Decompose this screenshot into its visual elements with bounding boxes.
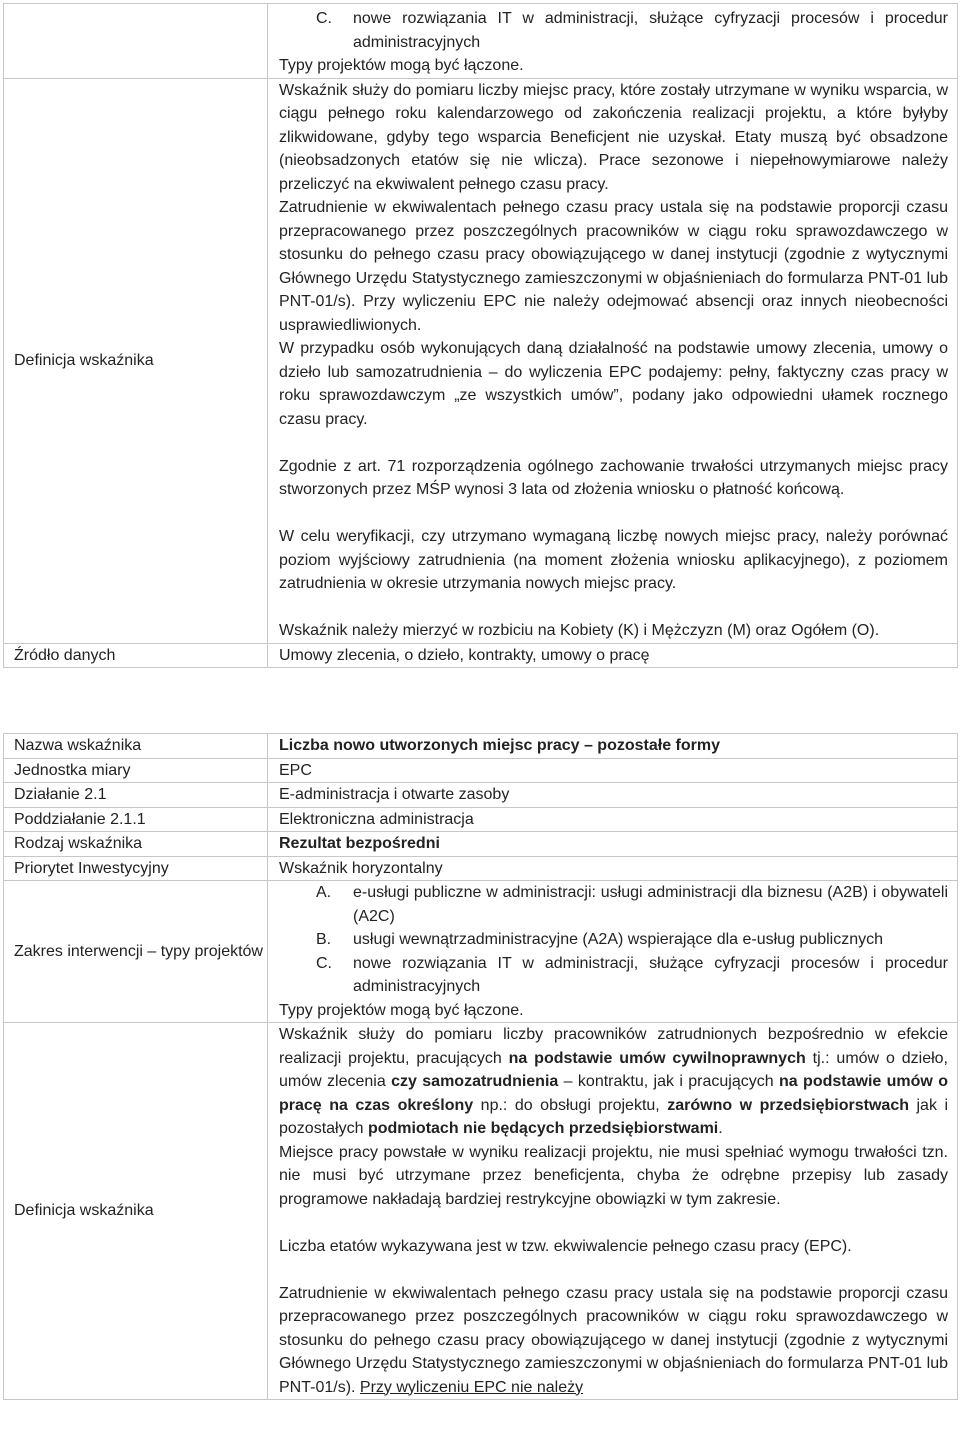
text-run-bold: zarówno w przedsiębiorstwach (667, 1096, 909, 1114)
text-run: . (718, 1120, 723, 1137)
types-combined-note: Typy projektów mogą być łączone. (279, 1001, 524, 1019)
text-run: np.: do obsługi projektu, (473, 1096, 668, 1114)
definition-paragraph: Wskaźnik należy mierzyć w rozbiciu na Kobiety (K) i Mężczyzn (M) oraz Ogółem (O). (279, 622, 880, 639)
definition-value-cell (268, 78, 958, 643)
list-marker: C. (316, 954, 332, 972)
list-item-text: usługi wewnątrzadministracyjne (A2A) wspierające dla e-usług publicznych (353, 931, 884, 948)
definition-row (4, 1023, 958, 1400)
definition-paragraph: Wskaźnik służy do pomiaru liczby miejsc pracy, które zostały utrzymane w wyniku wsparcia, w ciągu pełnego roku kalendarzowego od zakończenia realizacji projektu, a które byłyby zlikwidowane, gdyby tego wsparcia Beneficjent nie uzyskał. Etaty muszą być obsadzone (nieobsadzonych etatów się nie wlicza). Prace sezonowe i niepełnowymiarowe należy przeliczyć na ekwiwalent pełnego czasu pracy. (279, 81, 948, 193)
text-run-bold: podmiotach nie będących przedsiębiorstwami (367, 1120, 719, 1137)
text-run-bold: czy samozatrudnienia (391, 1073, 559, 1090)
list-item (279, 928, 948, 952)
definition-paragraph: W przypadku osób wykonujących daną działalność na podstawie umowy zlecenia, umowy o dzieło lub samozatrudnienia – do wyliczenia EPC podajemy: pełny, faktyczny czas pracy w roku sprawozdawczym „ze wszystkich umów”, podany jako odpowiedni ułamek rocznego czasu pracy. (279, 340, 948, 428)
list-item-text: nowe rozwiązania IT w administracji, służące cyfryzacji procesów i procedur administracyjnych (353, 954, 948, 995)
list-item (279, 952, 948, 999)
text-run-bold: na podstawie umów cywilnoprawnych (508, 1049, 806, 1067)
indicator-table-continued (3, 3, 958, 668)
action-value: E-administracja i otwarte zasoby (268, 783, 958, 808)
priority-value: Wskaźnik horyzontalny (268, 856, 958, 881)
text-run: jak i pozostałych (279, 1096, 949, 1137)
text-run: Wskaźnik służy do pomiaru liczby pracowników zatrudnionych bezpośrednio w efekcie realizacji projektu, pracujących (279, 1026, 948, 1067)
definition-paragraph (279, 1282, 948, 1400)
unit-row (4, 758, 958, 783)
indicator-table (3, 733, 958, 1400)
name-row (4, 734, 958, 759)
scope-label: Zakres interwencji – typy projektów (4, 881, 268, 1023)
types-combined-note: Typy projektów mogą być łączone. (279, 57, 524, 74)
scope-value-cell (268, 881, 958, 1023)
name-value: Liczba nowo utworzonych miejsc pracy – pozostałe formy (268, 734, 958, 759)
list-item-text: e-usługi publiczne w administracji: usługi administracji dla biznesu (A2B) i obywateli (A2C) (353, 884, 948, 925)
text-run: tj.: umów o dzieło, umów zlecenia (279, 1049, 949, 1090)
spacer (279, 1258, 948, 1282)
source-value: Umowy zlecenia, o dzieło, kontrakty, umowy o pracę (268, 643, 958, 668)
spacer (279, 1211, 948, 1235)
definition-paragraph: Zgodnie z art. 71 rozporządzenia ogólnego zachowanie trwałości utrzymanych miejsc pracy stworzonych przez MŚP wynosi 3 lata od złożenia wniosku o płatność końcową. (279, 457, 948, 498)
kind-row (4, 832, 958, 857)
text-run: Zatrudnienie w ekwiwalentach pełnego czasu pracy ustala się na podstawie proporcji czasu przepracowanego przez poszczególnych pracowników w ciągu roku sprawozdawczego w stosunku do pełnego czasu pracy obowiązującego w danej instytucji (zgodnie z wytycznymi Głównego Urzędu Statystycznego zamieszczonymi w objaśnieniach do formularza PNT-01 lub PNT-01/s). (279, 1284, 948, 1396)
list-marker: B. (316, 931, 332, 948)
definition-row (4, 78, 958, 643)
definition-label: Definicja wskaźnika (4, 1023, 268, 1400)
types-value-cell (268, 4, 958, 79)
priority-label: Priorytet Inwestycyjny (4, 856, 268, 881)
subaction-row (4, 807, 958, 832)
action-label: Działanie 2.1 (4, 783, 268, 808)
text-run-bold: na podstawie umów o pracę na czas określony (279, 1073, 948, 1114)
definition-paragraph: W celu weryfikacji, czy utrzymano wymaganą liczbę nowych miejsc pracy, należy porównać poziom wyjściowy zatrudnienia (na moment złożenia wniosku aplikacyjnego), z poziomem zatrudnienia w okresie utrzymania nowych miejsc pracy. (279, 528, 948, 592)
definition-label: Definicja wskaźnika (4, 78, 268, 643)
subaction-label: Poddziałanie 2.1.1 (4, 807, 268, 832)
definition-paragraph: Zatrudnienie w ekwiwalentach pełnego czasu pracy ustala się na podstawie proporcji czasu przepracowanego przez poszczególnych pracowników w ciągu roku sprawozdawczego w stosunku do pełnego czasu pracy obowiązującego w danej instytucji (zgodnie z wytycznymi Głównego Urzędu Statystycznego zamieszczonymi w objaśnieniach do formularza PNT-01 lub PNT-01/s). Przy wyliczeniu EPC nie należy odejmować absencji oraz innych nieobecności usprawiedliwionych. (279, 199, 948, 334)
source-row (4, 643, 958, 668)
list-marker: A. (316, 884, 332, 901)
text-run-underlined: Przy wyliczeniu EPC nie należy (359, 1378, 584, 1396)
definition-paragraph: Miejsce pracy powstałe w wyniku realizacji projektu, nie musi spełniać wymogu trwałości tzn. nie musi być utrzymane przez beneficjenta, chyba że odrębne przepisy lub zasady programowe nakładają bardziej restrykcyjne obowiązki w tym zakresie. (279, 1143, 948, 1208)
text-run: – kontraktu, jak i pracujących (558, 1073, 780, 1090)
unit-value: EPC (268, 758, 958, 783)
source-label: Źródło danych (4, 643, 268, 668)
kind-label: Rodzaj wskaźnika (4, 832, 268, 857)
spacer (279, 502, 948, 526)
kind-value: Rezultat bezpośredni (268, 832, 958, 857)
list-marker: C. (316, 10, 332, 27)
action-row (4, 783, 958, 808)
definition-value-cell (268, 1023, 958, 1400)
priority-row (4, 856, 958, 881)
types-label-cell (4, 4, 268, 79)
list-item (279, 881, 948, 928)
list-item-text: nowe rozwiązania IT w administracji, służące cyfryzacji procesów i procedur administracyjnych (353, 10, 948, 51)
subaction-value: Elektroniczna administracja (268, 807, 958, 832)
unit-label: Jednostka miary (4, 758, 268, 783)
name-label: Nazwa wskaźnika (4, 734, 268, 759)
definition-paragraph: Liczba etatów wykazywana jest w tzw. ekwiwalencie pełnego czasu pracy (EPC). (279, 1237, 852, 1255)
list-item (279, 7, 948, 54)
types-row (4, 4, 958, 79)
definition-paragraph (279, 1023, 948, 1141)
spacer (279, 431, 948, 455)
spacer (279, 596, 948, 620)
scope-row (4, 881, 958, 1023)
